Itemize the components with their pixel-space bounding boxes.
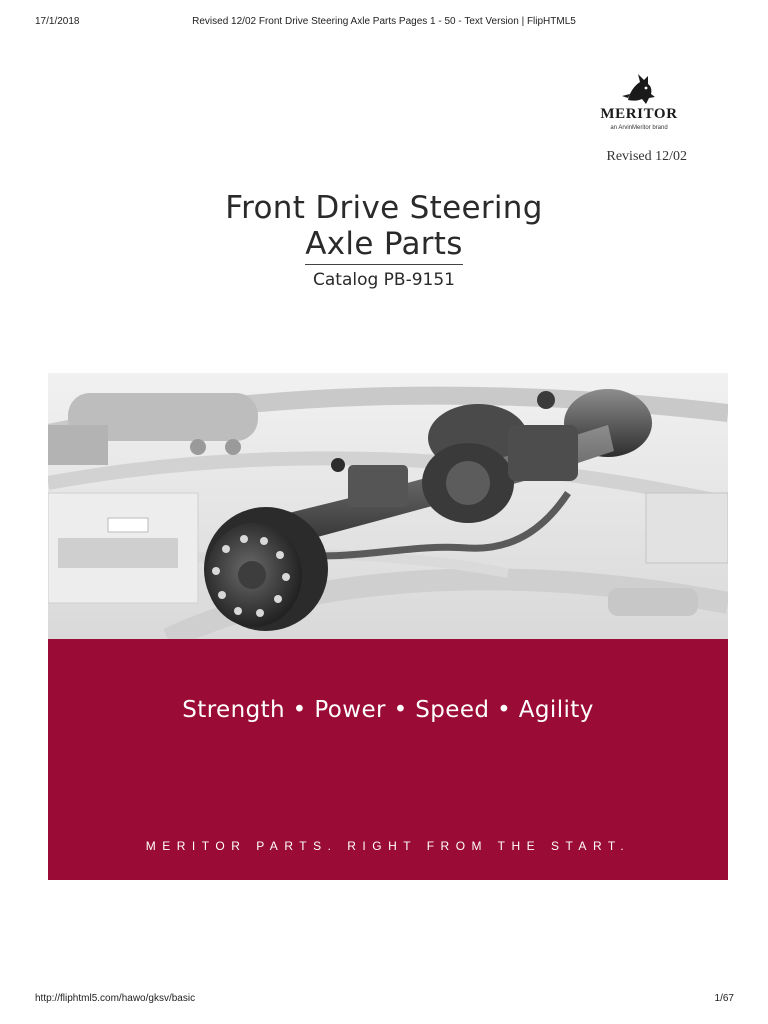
- bull-head-icon: [618, 70, 658, 110]
- print-url: http://fliphtml5.com/hawo/gksv/basic: [35, 993, 196, 1004]
- brand-name: MERITOR: [600, 106, 678, 122]
- document-title: [0, 190, 768, 265]
- print-date: 17/1/2018: [35, 16, 80, 27]
- band-tagline: Strength • Power • Speed • Agility: [182, 697, 594, 723]
- meritor-logo: [580, 70, 700, 140]
- tagline-band: [48, 639, 728, 880]
- title-line-1: Front Drive Steering: [225, 190, 543, 226]
- band-slogan: MERITOR PARTS. RIGHT FROM THE START.: [145, 839, 631, 853]
- print-footer: [0, 993, 768, 1009]
- print-page-title: Revised 12/02 Front Drive Steering Axle Parts Pages 1 - 50 - Text Version | FlipHTML5: [192, 16, 576, 27]
- print-page-number: 1/67: [714, 993, 734, 1004]
- catalog-number: Catalog PB-9151: [312, 270, 455, 290]
- title-line-2: Axle Parts: [305, 226, 462, 265]
- print-header: [0, 16, 768, 32]
- revision-label: Revised 12/02: [606, 149, 687, 164]
- cover-photo: [48, 373, 728, 639]
- brand-tagline: an ArvinMeritor brand: [610, 125, 668, 131]
- axle-illustration: [48, 373, 728, 639]
